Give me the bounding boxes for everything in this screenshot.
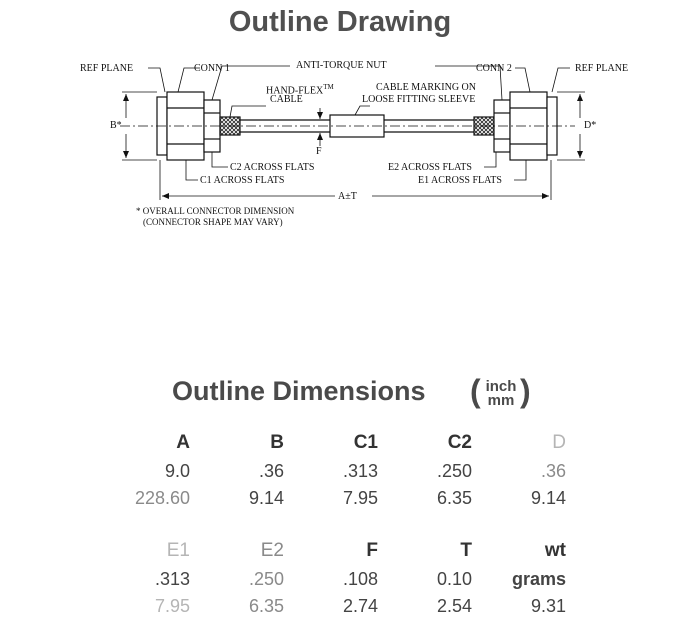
- f-dim-label: F: [316, 146, 322, 157]
- value-c2-mm: 6.35: [436, 488, 472, 508]
- header-e1: E1: [166, 540, 190, 561]
- header-b: B: [270, 432, 284, 453]
- c1-flats-label: C1 ACROSS FLATS: [200, 175, 285, 186]
- d-dim-label: D*: [584, 120, 597, 131]
- header-t: T: [460, 540, 472, 561]
- value-c1-inch: .313: [342, 461, 378, 481]
- value-f-mm: 2.74: [342, 596, 378, 616]
- hand-flex-cable-label: CABLE: [270, 94, 303, 105]
- dimensions-title: Outline Dimensions: [172, 376, 426, 406]
- header-e2: E2: [260, 540, 284, 561]
- header-a: A: [176, 432, 190, 453]
- conn2-label: CONN 2: [476, 63, 512, 74]
- c2-flats-label: C2 ACROSS FLATS: [230, 162, 315, 173]
- value-e1-inch: .313: [154, 569, 190, 589]
- value-d-inch: .36: [540, 461, 566, 481]
- value-b-inch: .36: [258, 461, 284, 481]
- a-dim-label: A±T: [338, 191, 357, 202]
- header-c2: C2: [447, 432, 472, 453]
- value-e1-mm: 7.95: [154, 596, 190, 616]
- header-f: F: [366, 540, 378, 561]
- value-wt-unit: grams: [511, 569, 566, 589]
- unit-inch: inch: [485, 378, 517, 395]
- hand-flex-label: HAND-FLEX™: [266, 83, 334, 97]
- value-e2-mm: 6.35: [248, 596, 284, 616]
- b-dim-label: B*: [110, 120, 122, 131]
- loose-sleeve-label: LOOSE FITTING SLEEVE: [362, 94, 476, 105]
- value-d-mm: 9.14: [530, 488, 566, 508]
- value-e2-inch: .250: [248, 569, 284, 589]
- conn1-label: CONN 1: [194, 63, 230, 74]
- value-t-mm: 2.54: [436, 596, 472, 616]
- unit-mm: mm: [487, 392, 515, 409]
- value-c1-mm: 7.95: [342, 488, 378, 508]
- value-t-inch: 0.10: [436, 569, 472, 589]
- value-a-mm: 228.60: [134, 488, 190, 508]
- anti-torque-nut-label: ANTI-TORQUE NUT: [296, 60, 387, 71]
- ref-plane-left-label: REF PLANE: [80, 63, 134, 74]
- outline-drawing: [0, 50, 680, 240]
- page-title: Outline Drawing: [228, 6, 452, 38]
- value-f-inch: .108: [342, 569, 378, 589]
- header-wt: wt: [544, 540, 566, 561]
- header-d: D: [552, 432, 566, 453]
- e2-flats-label: E2 ACROSS FLATS: [388, 162, 472, 173]
- footnote-line2: (CONNECTOR SHAPE MAY VARY): [143, 217, 283, 227]
- value-b-mm: 9.14: [248, 488, 284, 508]
- value-c2-inch: .250: [436, 461, 472, 481]
- e1-flats-label: E1 ACROSS FLATS: [418, 175, 502, 186]
- footnote-line1: * OVERALL CONNECTOR DIMENSION: [136, 206, 295, 216]
- value-wt: 9.31: [530, 596, 566, 616]
- ref-plane-right-label: REF PLANE: [575, 63, 629, 74]
- cable-marking-label: CABLE MARKING ON: [376, 82, 476, 93]
- value-a-inch: 9.0: [164, 461, 190, 481]
- header-c1: C1: [353, 432, 378, 453]
